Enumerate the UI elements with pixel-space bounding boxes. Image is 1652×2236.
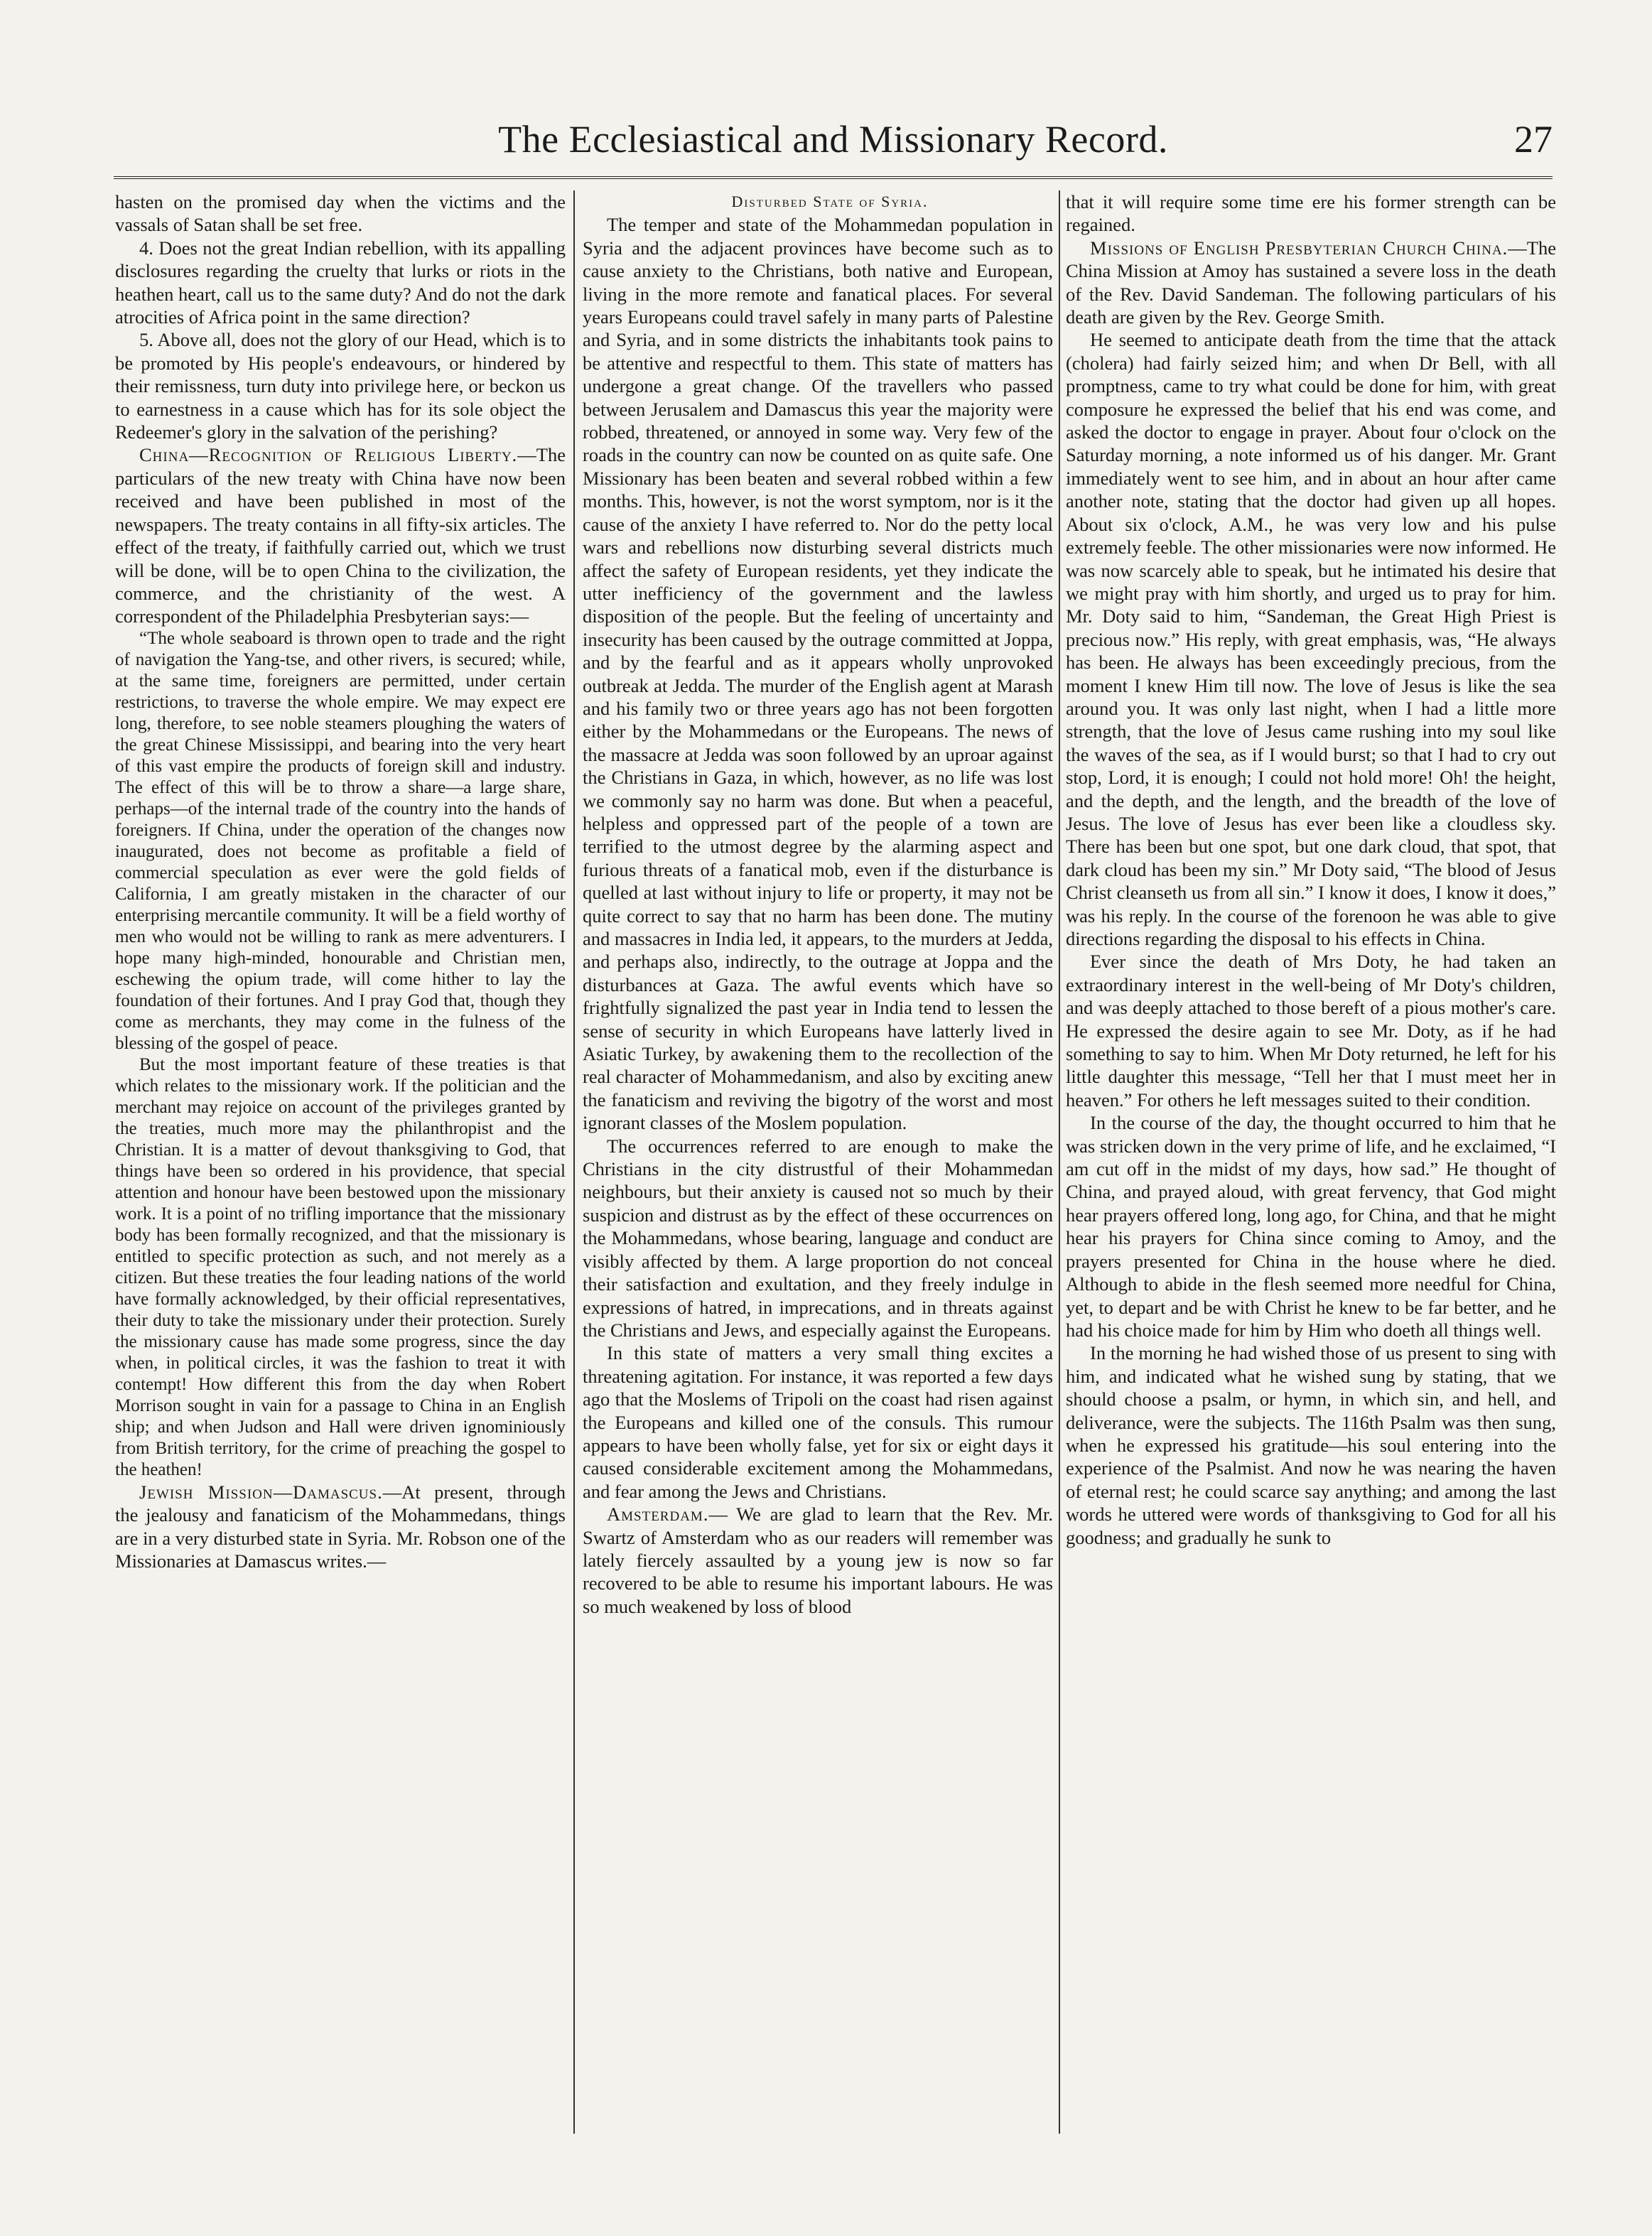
paragraph: 4. Does not the great Indian rebellion, with its appalling disclosures regarding the cruelty that lurks or riots in the heathen heart, call us to the same duty? And do not the dark atrocities of Africa point in the same direction? [115, 237, 566, 328]
amsterdam-section [583, 1503, 1053, 1618]
paragraph: But the most important feature of these treaties is that which relates to the missionary work. If the politician and the merchant may rejoice on account of the privileges granted by the treaties, much more may the philanthropist and the Christian. It is a matter of devout thanksgiving to God, that things have been so ordered in his providence, that special attention and honour have been bestowed upon the missionary work. It is a point of no trifling importance that the missionary body has been formally recognized, and that the missionary is entitled to specific protection as such, and not merely as a citizen. But these treaties the four leading nations of the world have formally acknowledged, by their official representatives, their duty to take the missionary under their protection. Surely the missionary cause has made some progress, since the day when, in political circles, it was the fashion to treat it with contempt! How different this from the day when Robert Morrison sought in vain for a passage to China in an English ship; and when Judson and Hall were driven ignominiously from British territory, for the crime of preaching the gospel to the heathen! [115, 1054, 566, 1479]
column-divider-2 [1059, 190, 1060, 2134]
page-header [114, 117, 1553, 174]
section-text: —At present, through the jealousy and fanaticism of the Mohammedans, things are in a very disturbed state in Syria. Mr. Robson one of the Missionaries at Damascus writes.— [115, 1481, 566, 1572]
paragraph: hasten on the promised day when the victims and the vassals of Satan shall be set free. [115, 191, 566, 236]
paragraph: The temper and state of the Mohammedan population in Syria and the adjacent provinces have become such as to cause anxiety to the Christians, both native and European, living in the more remote and fanatical places. For several years Europeans could travel safely in many parts of Palestine and Syria, and in some districts the inhabitants took pains to be attentive and respectful to them. This state of matters has undergone a great change. Of the travellers who passed between Jerusalem and Damascus this year the majority were robbed, threatened, or annoyed in some way. Very few of the roads in the country can now be counted on as quite safe. One Missionary has been beaten and several robbed within a few months. This, however, is not the worst symptom, nor is it the cause of the anxiety I have referred to. Nor do the petty local wars and rebellions now disturbing several districts much affect the safety of European residents, yet they indicate the utter inefficiency of the government and the lawless disposition of the people. But the feeling of uncertainty and insecurity has been caused by the outrage committed at Joppa, and by the fearful and as it appears wholly unprovoked outbreak at Jedda. The murder of the English agent at Marash and his family two or three years ago has not been forgotten either by the Mohammedans or the Europeans. The news of the massacre at Jedda was soon followed by an uproar against the Christians in Gaza, in which, however, as no life was lost we commonly say no harm was done. But when a peaceful, helpless and oppressed part of the people of a town are terrified to the utmost degree by the alarming aspect and furious threats of a fanatical mob, even if the disturbance is quelled at last without injury to life or property, it may not be quite correct to say that no harm has been done. The mutiny and massacres in India led, it appears, to the murders at Jedda, and perhaps also, indirectly, to the outrage at Joppa and the disturbances at Gaza. The awful events which have so frightfully signalized the past year in India tend to lessen the sense of security in which Europeans have latterly lived in Asiatic Turkey, by awakening them to the recollection of the real character of Mohammedanism, and also by exciting anew the fanaticism and reviving the bigotry of the worst and most ignorant classes of the Moslem population. [583, 214, 1053, 1134]
china-section [115, 443, 566, 627]
section-text: —The China Mission at Amoy has sustained a severe loss in the death of the Rev. David Sandeman. The following particulars of his death are given by the Rev. George Smith. [1066, 237, 1556, 328]
paragraph: In the course of the day, the thought occurred to him that he was stricken down in the very prime of life, and he exclaimed, “I am cut off in the midst of my days, how sad.” He thought of China, and prayed aloud, with great fervency, that God might hear prayers offered long, long ago, for China, and that he might hear his prayers for China since coming to Amoy, and the prayers presented for China in the house where he died. Although to abide in the flesh seemed more needful for China, yet, to depart and be with Christ he knew to be far better, and he had his choice made for him by Him who doeth all things well. [1066, 1112, 1556, 1341]
page-number: 27 [1514, 118, 1553, 161]
paragraph: In this state of matters a very small thing excites a threatening agitation. For instance, it was reported a few days ago that the Moslems of Tripoli on the coast had risen against the Europeans and killed one of the consuls. This rumour appears to have been wholly false, yet for six or eight days it caused considerable excitement among the Mohammedans, and fear among the Jews and Christians. [583, 1342, 1053, 1502]
column-middle [583, 190, 1053, 2134]
paragraph: In the morning he had wished those of us present to sing with him, and indicated what he wished sung by stating, that we should choose a psalm, or hymn, in which sin, and hell, and deliverance, were the subjects. The 116th Psalm was then sung, when he expressed his gratitude—his soul entering into the experience of the Psalmist. And now he was nearing the haven of eternal rest; he could scarce say anything; and among the last words he uttered were words of thanksgiving to God for all his goodness; and gradually he sunk to [1066, 1342, 1556, 1548]
section-heading-amsterdam: Amsterdam. [607, 1503, 709, 1525]
section-heading-china: China—Recognition of Religious Liberty. [139, 444, 518, 466]
missions-section [1066, 237, 1556, 329]
jewish-mission-section [115, 1481, 566, 1573]
section-heading-syria: Disturbed State of Syria. [731, 193, 929, 210]
quotation: “The whole seaboard is thrown open to trade and the right of navigation the Yang-tse, and other rivers, is secured; while, at the same time, foreigners are permitted, under certain restrictions, to traverse the whole empire. We may expect ere long, therefore, to see noble steamers ploughing the waters of the great Chinese Mississippi, and bearing into the very heart of this vast empire the products of foreign skill and industry. The effect of this will be to throw a share—a large share, perhaps—of the internal trade of the country into the hands of foreigners. If China, under the operation of the changes now inaugurated, does not become as profitable a field of commercial speculation as ever were the gold fields of California, I am greatly mistaken in the character of our enterprising mercantile community. It will be a field worthy of men who would not be willing to rank as mere adventurers. I hope many high-minded, honourable and Christian men, eschewing the opium trade, will come hither to lay the foundation of their fortunes. And I pray God that, though they come as merchants, they may come in the fulness of the blessing of the gospel of peace. [115, 628, 566, 1053]
paragraph: He seemed to anticipate death from the time that the attack (cholera) had fairly seized him; and when Dr Bell, with all promptness, came to try what could be done for him, with great composure he expressed the belief that his end was come, and asked the doctor to engage in prayer. About four o'clock on the Saturday morning, a note informed us of his danger. Mr. Grant immediately went to see him, and in about an hour after came another note, stating that the doctor had given up all hopes. About six o'clock, A.M., he was very low and his pulse extremely feeble. The other missionaries were now informed. He was now scarcely able to speak, but he intimated his desire that we might pray with him shortly, and urged us to pray for him. Mr. Doty said to him, “Sandeman, the Great High Priest is precious now.” His reply, with great emphasis, was, “He always has been. He always has been exceedingly precious, from the moment I knew Him till now. The love of Jesus is like the sea around you. It was only last night, when I had a little more strength, that the love of Jesus came rushing into my soul like the waves of the sea, as if I would burst; so that I had to cry out stop, Lord, it is enough; I could not hold more! Oh! the height, and the depth, and the length, and the breadth of the love of Jesus. The love of Jesus has ever been like a cloudless sky. There has been but one spot, but one dark cloud, that spot, that dark cloud has been my sin.” Mr Doty said, “The blood of Jesus Christ cleanseth us from all sin.” I know it does, I know it does,” was his reply. In the course of the forenoon he was able to give directions regarding the disposal to his effects in China. [1066, 329, 1556, 949]
column-divider-1 [573, 190, 575, 2134]
paragraph: that it will require some time ere his former strength can be regained. [1066, 191, 1556, 236]
section-text: —The particulars of the new treaty with China have now been received and have been published in most of the newspapers. The treaty contains in all fifty-six articles. The effect of the treaty, if faithfully carried out, which we trust will be done, will be to open China to the civilization, the commerce, and the christianity of the west. A correspondent of the Philadelphia Presbyterian says:— [115, 444, 566, 627]
header-rule [114, 176, 1553, 179]
section-text: — We are glad to learn that the Rev. Mr. Swartz of Amsterdam who as our readers will remember was lately fiercely assaulted by a young jew is now so far recovered to be able to resume his important labours. He was so much weakened by loss of blood [583, 1503, 1053, 1617]
paragraph: The occurrences referred to are enough to make the Christians in the city distrustful of their Mohammedan neighbours, but their anxiety is caused not so much by their suspicion and distrust as by the effect of these occurrences on the Mohammedans, whose bearing, language and conduct are visibly affected by them. A large proportion do not conceal their satisfaction and exultation, and they freely indulge in expressions of hatred, in imprecations, and in threats against the Christians and Jews, and especially against the Europeans. [583, 1135, 1053, 1341]
section-heading-jewish-mission: Jewish Mission—Damascus. [139, 1481, 383, 1503]
section-heading-missions: Missions of English Presbyterian Church China. [1090, 237, 1508, 259]
paragraph: 5. Above all, does not the glory of our Head, which is to be promoted by His people's endeavours, or hindered by their remissness, turn duty into privilege here, or beckon us to earnestness in a cause which has for its sole object the Redeemer's glory in the salvation of the perishing? [115, 329, 566, 443]
column-left [115, 190, 566, 2134]
journal-title: The Ecclesiastical and Missionary Record. [498, 118, 1168, 161]
paragraph: Ever since the death of Mrs Doty, he had taken an extraordinary interest in the well-being of Mr Doty's children, and was deeply attached to those bereft of a pious mother's care. He expressed the desire again to see Mr. Doty, as if he had something to say to him. When Mr Doty returned, he left for his little daughter this message, “Tell her that I must meet her in heaven.” For others he left messages suited to their condition. [1066, 951, 1556, 1111]
column-right [1066, 190, 1556, 2134]
